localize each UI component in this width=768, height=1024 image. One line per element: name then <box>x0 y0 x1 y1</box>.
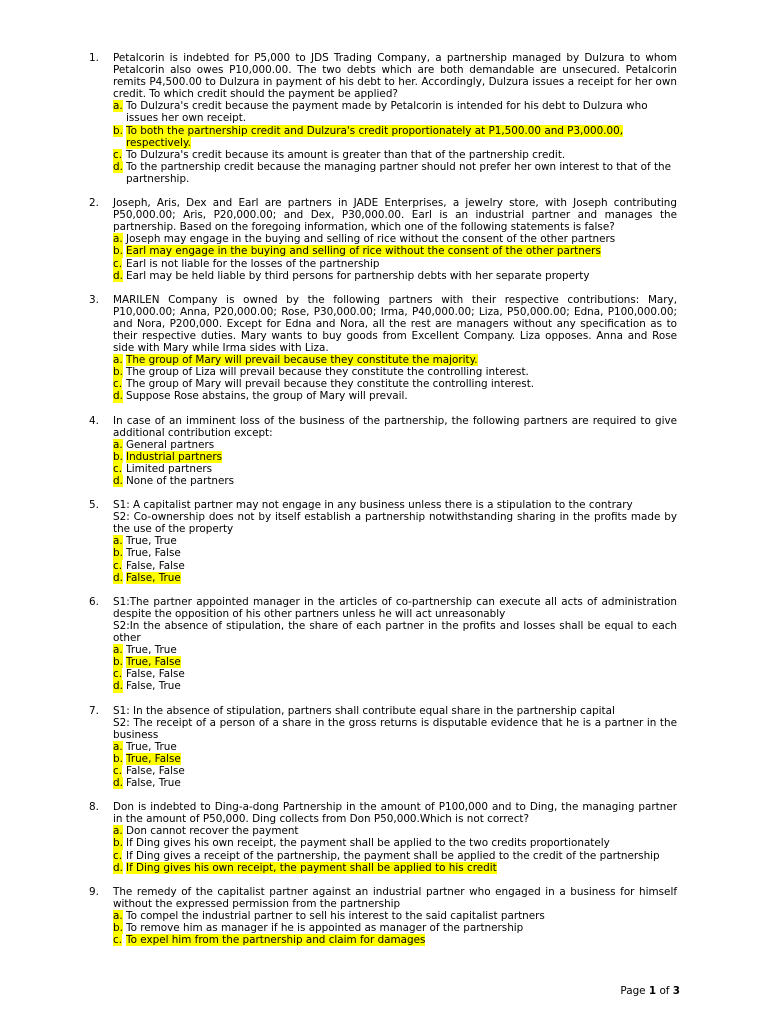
answer-option <box>113 862 677 874</box>
option-text: To Dulzura's credit because the payment made by Petalcorin is intended for his debt to Dulzura who issues her own receipt. <box>126 100 648 125</box>
answer-option <box>113 463 677 475</box>
highlighted-answer-text: If Ding gives his own receipt, the payment shall be applied to his credit <box>126 861 497 874</box>
option-text: False, False <box>126 764 185 777</box>
answer-option <box>113 680 677 692</box>
option-letter: c. <box>113 934 123 947</box>
question-number: 7. <box>89 704 99 717</box>
answer-option <box>113 390 677 402</box>
answer-option <box>113 245 677 257</box>
option-text: Suppose Rose abstains, the group of Mary will prevail. <box>126 390 408 403</box>
option-letter: a. <box>113 740 123 753</box>
option-letter: b. <box>113 837 123 850</box>
document-page <box>0 52 768 958</box>
answer-option <box>113 765 677 777</box>
option-letter: d. <box>113 475 123 487</box>
answer-option <box>113 439 677 451</box>
question-stem <box>113 294 677 354</box>
option-text: Earl is not liable for the losses of the partnership <box>126 257 380 270</box>
option-text: Limited partners <box>126 462 213 475</box>
question-stem-paragraph: Petalcorin is indebted for P5,000 to JDS Trading Company, a partnership managed by Dulzura to whom Petalcorin also owes P10,000.00. The two debts which are both demandable are unsecured. Petalcorin remits P4,500.00 to Dulzura in payment of his debt to her. Accordingly, Dulzura issues a receipt for her own credit. To which credit should the payment be applied? <box>113 52 677 101</box>
highlighted-answer-text: Earl may engage in the buying and selling of rice without the consent of the other partners <box>126 245 601 258</box>
question-number: 6. <box>89 595 99 608</box>
option-letter: b. <box>113 547 123 560</box>
question-item <box>0 294 677 403</box>
answer-option <box>113 572 677 584</box>
answer-option <box>113 451 677 463</box>
option-text: Earl may be held liable by third persons for partnership debts with her separate property <box>126 269 590 282</box>
option-letter: a. <box>113 233 123 246</box>
question-stem-paragraph: Don is indebted to Ding-a-dong Partnership in the amount of P100,000 and to Ding, the managing partner in the amount of P50,000. Ding collects from Don P50,000.Which is not correct? <box>113 801 677 826</box>
option-letter: c. <box>113 764 123 777</box>
question-number: 3. <box>89 293 99 306</box>
question-item <box>0 415 677 488</box>
answer-option <box>113 149 677 161</box>
question-item <box>0 705 677 790</box>
question-item <box>0 52 677 185</box>
question-stem-paragraph: S2: Co-ownership does not by itself establish a partnership notwithstanding sharing in the profits made by the use of the property <box>113 511 677 536</box>
option-letter: b. <box>113 124 123 137</box>
option-text: False, True <box>126 777 181 790</box>
question-stem-paragraph: In case of an imminent loss of the business of the partnership, the following partners are required to give additional contribution except: <box>113 414 677 439</box>
question-item <box>0 886 677 946</box>
option-letter: b. <box>113 752 123 765</box>
question-stem <box>113 596 677 644</box>
option-letter: c. <box>113 559 123 572</box>
question-item <box>0 596 677 693</box>
option-text: Don cannot recover the payment <box>126 825 299 838</box>
answer-option <box>113 560 677 572</box>
option-text: If Ding gives a receipt of the partnership, the payment shall be applied to the credit of the partnership <box>126 849 660 862</box>
option-letter: c. <box>113 257 123 270</box>
answer-option <box>113 656 677 668</box>
answer-option <box>113 777 677 789</box>
question-number: 8. <box>89 801 99 814</box>
question-stem-paragraph: Joseph, Aris, Dex and Earl are partners in JADE Enterprises, a jewelry store, with Joseph contributing P50,000.00; Aris, P20,000.00; and Dex, P30,000.00. Earl is an industrial partner and manages the partnership. Based on the foregoing information, which one of the following statements is false? <box>113 197 677 234</box>
question-stem-paragraph: S1: A capitalist partner may not engage in any business unless there is a stipulation to the contrary <box>113 499 633 512</box>
question-item <box>0 801 677 874</box>
page-footer <box>620 985 680 997</box>
option-letter: a. <box>113 909 123 922</box>
question-stem <box>113 415 677 439</box>
highlighted-answer-text: True, False <box>126 752 181 765</box>
option-text: False, True <box>126 680 181 693</box>
question-stem <box>113 705 677 741</box>
page-total: 3 <box>672 985 680 997</box>
option-letter: a. <box>113 100 123 113</box>
question-stem-paragraph: S1: In the absence of stipulation, partners shall contribute equal share in the partnership capital <box>113 704 615 717</box>
option-text: To Dulzura's credit because its amount is greater than that of the partnership credit. <box>126 148 566 161</box>
page-of-label: of <box>659 985 670 997</box>
answer-option <box>113 825 677 837</box>
option-letter: d. <box>113 571 123 584</box>
option-letter: a. <box>113 354 123 367</box>
answer-option <box>113 753 677 765</box>
option-letter: a. <box>113 535 123 548</box>
answer-option <box>113 270 677 282</box>
page-label: Page <box>620 985 646 997</box>
question-stem <box>113 499 677 535</box>
question-stem-paragraph: The remedy of the capitalist partner against an industrial partner who engaged in a business for himself without the expressed permission from the partnership <box>113 885 677 910</box>
answer-option <box>113 668 677 680</box>
highlighted-answer-text: To both the partnership credit and Dulzura's credit proportionately at P1,500.00 and P3,000.00, respectively. <box>126 124 624 149</box>
answer-option <box>113 100 677 124</box>
option-text: False, False <box>126 668 185 681</box>
question-number: 1. <box>89 52 99 64</box>
answer-option <box>113 837 677 849</box>
option-text: True, True <box>126 644 177 657</box>
option-letter: c. <box>113 668 123 681</box>
option-text: True, True <box>126 535 177 548</box>
option-letter: d. <box>113 160 123 173</box>
question-stem <box>113 886 677 910</box>
option-letter: a. <box>113 825 123 838</box>
answer-option <box>113 547 677 559</box>
option-text: If Ding gives his own receipt, the payment shall be applied to the two credits proportionately <box>126 837 610 850</box>
question-stem-paragraph: MARILEN Company is owned by the following partners with their respective contributions: Mary, P10,000.00; Anna, P20,000.00; Rose, P30,000.00; Irma, P40,000.00; Liza, P50,000.00; Edna, P100,000.00; and Nora, P200,000. Except for Edna and Nora, all the rest are managers without any specification as to their respective duties. Mary wants to buy goods from Excellent Company. Liza opposes. Anna and Rose side with Mary while Irma sides with Liza. <box>113 293 677 355</box>
option-letter: c. <box>113 148 123 161</box>
question-number: 5. <box>89 499 99 512</box>
option-text: True, True <box>126 740 177 753</box>
question-stem <box>113 801 677 825</box>
answer-option <box>113 644 677 656</box>
question-number: 4. <box>89 414 99 427</box>
question-stem <box>113 52 677 100</box>
option-letter: b. <box>113 245 123 258</box>
highlighted-answer-text: The group of Mary will prevail because they constitute the majority. <box>126 354 478 367</box>
answer-option <box>113 741 677 753</box>
answer-option <box>113 934 677 946</box>
highlighted-answer-text: True, False <box>126 656 181 669</box>
answer-option <box>113 535 677 547</box>
question-item <box>0 499 677 584</box>
option-text: The group of Mary will prevail because they constitute the controlling interest. <box>126 378 535 391</box>
answer-option <box>113 922 677 934</box>
option-letter: c. <box>113 462 123 475</box>
answer-option <box>113 125 677 149</box>
question-stem-paragraph: S2: The receipt of a person of a share in the gross returns is disputable evidence that he is a partner in the business <box>113 716 677 741</box>
highlighted-answer-text: False, True <box>126 571 181 584</box>
answer-option <box>113 475 677 487</box>
option-letter: d. <box>113 680 123 693</box>
option-letter: d. <box>113 269 123 282</box>
answer-option <box>113 161 677 185</box>
option-text: False, False <box>126 559 185 572</box>
option-text: To compel the industrial partner to sell his interest to the said capitalist partners <box>126 909 545 922</box>
answer-option <box>113 233 677 245</box>
option-letter: d. <box>113 861 123 874</box>
question-number: 9. <box>89 885 99 898</box>
answer-option <box>113 850 677 862</box>
answer-option <box>113 366 677 378</box>
option-text: General partners <box>126 438 215 451</box>
option-letter: d. <box>113 777 123 790</box>
highlighted-answer-text: To expel him from the partnership and claim for damages <box>126 934 426 947</box>
highlighted-answer-text: Industrial partners <box>126 450 223 463</box>
option-letter: b. <box>113 450 123 463</box>
option-letter: a. <box>113 438 123 451</box>
answer-option <box>113 910 677 922</box>
option-letter: b. <box>113 922 123 934</box>
option-letter: b. <box>113 366 123 379</box>
page-number: 1 <box>648 985 657 997</box>
question-stem <box>113 197 677 233</box>
answer-option <box>113 378 677 390</box>
option-text: The group of Liza will prevail because they constitute the controlling interest. <box>126 366 529 379</box>
option-letter: d. <box>113 390 123 403</box>
question-item <box>0 197 677 282</box>
option-text: Joseph may engage in the buying and selling of rice without the consent of the other partners <box>126 233 616 246</box>
question-stem-paragraph: S1:The partner appointed manager in the articles of co-partnership can execute all acts of administration despite the opposition of his other partners unless he will act unreasonably <box>113 595 677 620</box>
option-text: True, False <box>126 547 181 560</box>
option-text: None of the partners <box>126 475 235 487</box>
question-number: 2. <box>89 197 99 210</box>
option-text: To remove him as manager if he is appointed as manager of the partnership <box>126 922 524 934</box>
question-stem-paragraph: S2:In the absence of stipulation, the share of each partner in the profits and losses shall be equal to each other <box>113 619 677 645</box>
answer-option <box>113 258 677 270</box>
option-letter: c. <box>113 378 123 391</box>
option-letter: c. <box>113 849 123 862</box>
option-letter: a. <box>113 644 123 657</box>
option-letter: b. <box>113 656 123 669</box>
option-text: To the partnership credit because the managing partner should not prefer her own interest to that of the partnership. <box>126 160 672 185</box>
answer-option <box>113 354 677 366</box>
